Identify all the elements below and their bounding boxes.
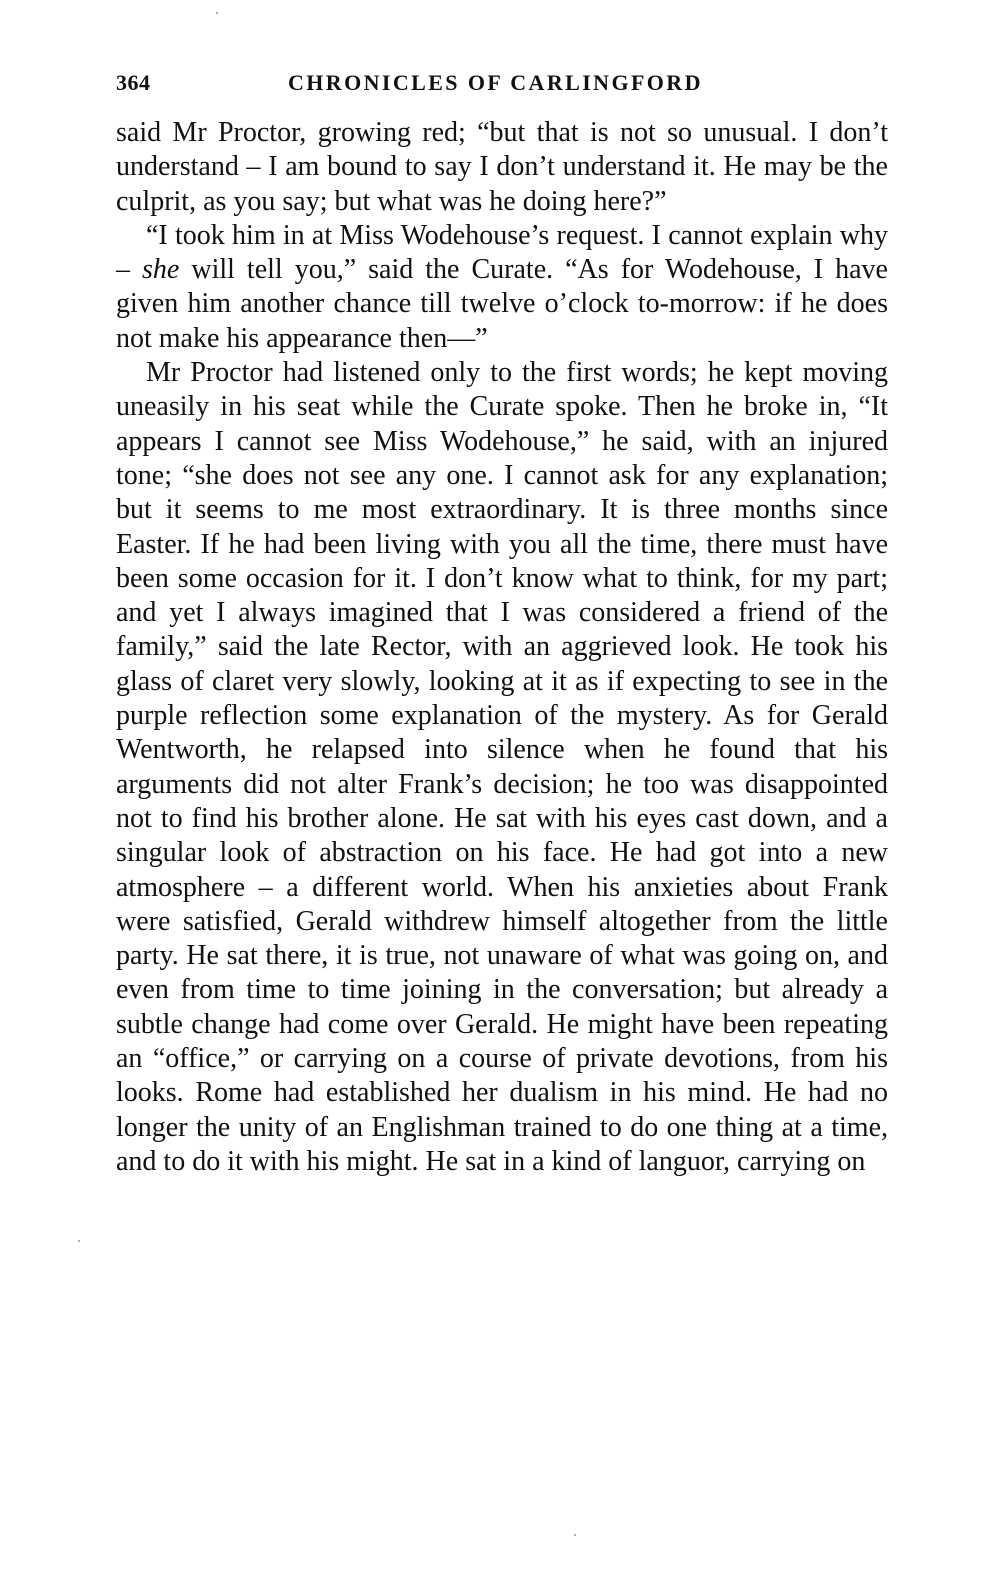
scan-speck [216,12,218,14]
paragraph-1-text: said Mr Proctor, growing red; “but that is not so unusual. I don’t understand – I am bound to say I don’t understand it. He may be the culprit, as you say; but what was he doing here?” [116,117,888,217]
paragraph-2 [116,219,888,356]
scan-speck [574,1534,576,1536]
running-head [116,70,888,106]
paragraph-2-text-a: “I took him in at Miss Wodehouse’s request. I cannot explain why – [116,219,888,286]
running-title: CHRONICLES OF CARLINGFORD [288,70,703,95]
page-number: 364 [116,70,151,95]
scan-speck [78,1240,80,1242]
paragraph-1 [116,116,888,219]
body-text [116,116,888,1179]
paragraph-3 [116,356,888,1179]
paragraph-3-text: Mr Proctor had listened only to the first words; he kept moving uneasily in his seat while the Curate spoke. Then he broke in, “It appears I cannot see Miss Wodehouse,” he said, with an injured tone; “she does not see any one. I cannot ask for any explanation; but it seems to me most extraordinary. It is three months since Easter. If he had been living with you all the time, there must have been some occasion for it. I don’t know what to think, for my part; and yet I always imagined that I was considered a friend of the family,” said the late Rector, with an aggrieved look. He took his glass of claret very slowly, looking at it as if expecting to see in the purple reflection some explanation of the mystery. As for Gerald Wentworth, he relapsed into silence when he found that his arguments did not alter Frank’s decision; he too was disappointed not to find his brother alone. He sat with his eyes cast down, and a singular look of abstraction on his face. He had got into a new atmosphere – a different world. When his anxieties about Frank were satisfied, Gerald withdrew himself altogether from the little party. He sat there, it is true, not unaware of what was going on, and even from time to time joining in the conversation; but already a subtle change had come over Gerald. He might have been repeating an “office,” or carrying on a course of private devotions, from his looks. Rome had established her dualism in his mind. He had no longer the unity of an Englishman trained to do one thing at a time, and to do it with his might. He sat in a kind of languor, carrying on [116,357,888,1177]
paragraph-2-emphasis: she [142,254,180,286]
paragraph-2-text-b: will tell you,” said the Curate. “As for Wodehouse, I have given him another chance till twelve o’clock to-morrow: if he does not make his appearance then—” [116,254,888,354]
